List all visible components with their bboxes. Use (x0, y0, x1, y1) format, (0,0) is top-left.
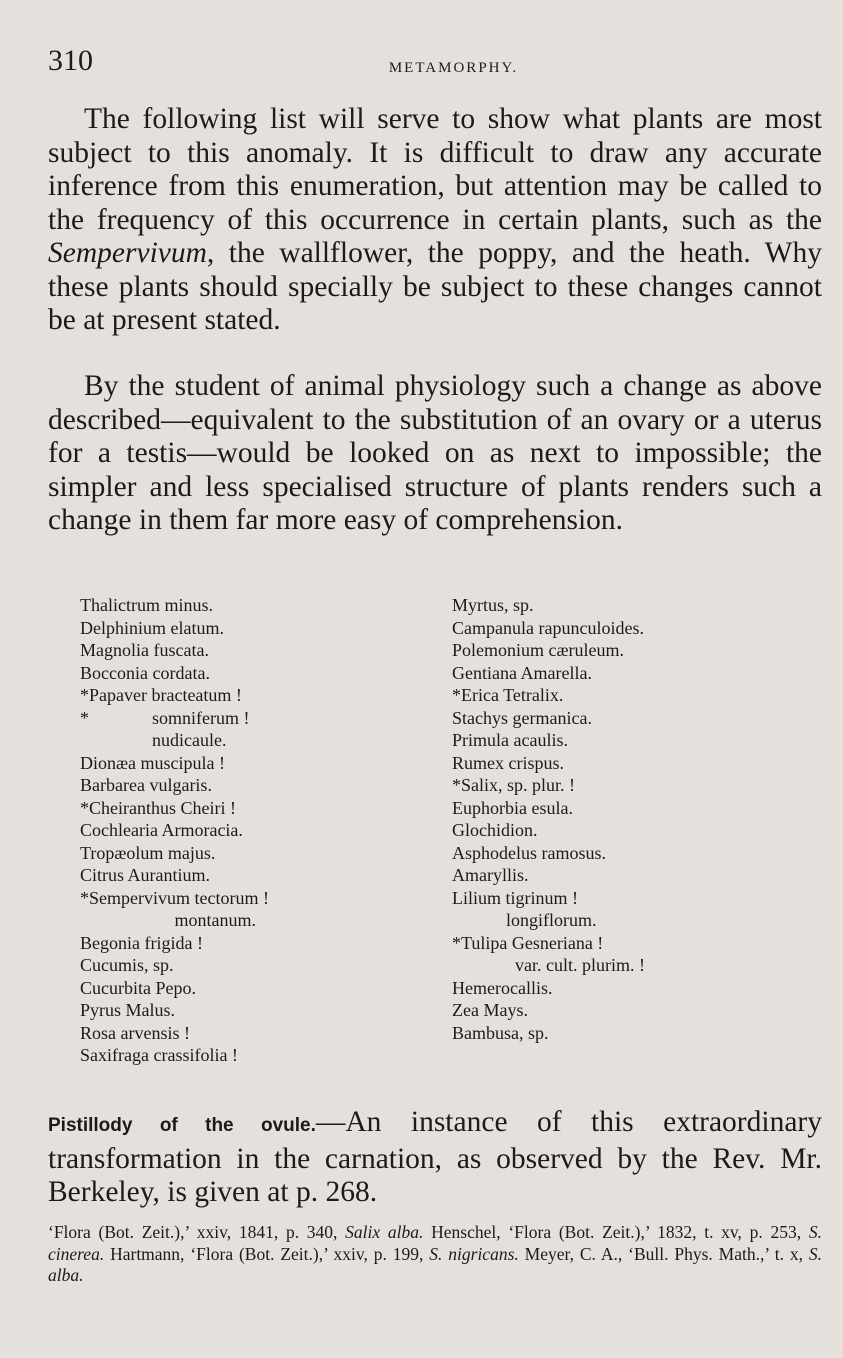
section-heading: Pistillody of the ovule. (48, 1115, 316, 1136)
plant-entry: *Papaver bracteatum ! (80, 685, 242, 705)
plant-entry: Bambusa, sp. (452, 1022, 549, 1043)
plant-entry: Bocconia cordata. (80, 662, 210, 683)
plant-entry: Rosa arvensis ! (80, 1022, 190, 1043)
plant-list-right-column (452, 594, 792, 1044)
plant-entry: longiflorum. (452, 910, 597, 930)
plant-entry: var. cult. plurim. ! (452, 955, 645, 975)
paragraph-1-italic: Sempervivum (48, 237, 207, 269)
plant-entry: Barbarea vulgaris. (80, 775, 212, 795)
footnote (48, 1222, 822, 1287)
footnote-italic-2: S. cinerea. (48, 1222, 822, 1264)
footnote-text-3: Hartmann, ‘Flora (Bot. Zeit.),’ xxiv, p. 199, (104, 1243, 430, 1264)
plant-entry: Delphinium elatum. (80, 617, 224, 638)
plant-entry: Polemonium cæruleum. (452, 640, 624, 660)
paragraph-2 (48, 370, 822, 538)
plant-entry: Saxifraga crassifolia ! (80, 1045, 238, 1065)
plant-entry: *Cheiranthus Cheiri ! (80, 797, 236, 818)
plant-list-left-column (80, 594, 420, 1067)
plant-entry: *Sempervivum tectorum ! (80, 887, 269, 908)
plant-entry: Glochidion. (452, 820, 538, 840)
plant-entry: Tropæolum majus. (80, 842, 216, 863)
plant-entry: *Tulipa Gesneriana ! (452, 932, 604, 953)
footnote-text-4: Meyer, C. A., ‘Bull. Phys. Math.,’ t. x, (518, 1243, 809, 1264)
plant-entry: Primula acaulis. (452, 730, 568, 750)
paragraph-1-text-a: The following list will serve to show what plants are most subject to this anomaly. It is difficult to draw any accurate inference from this enumeration, but attention may be called to the frequency of this occurrence in certain plants, such as the (48, 103, 822, 236)
plant-entry: Magnolia fuscata. (80, 640, 209, 660)
plant-entry: Euphorbia esula. (452, 797, 573, 818)
plant-entry: Campanula rapunculoides. (452, 617, 644, 638)
plant-entry: *Salix, sp. plur. ! (452, 775, 576, 795)
plant-entry: Amaryllis. (452, 865, 529, 885)
plant-entry: *Erica Tetralix. (452, 685, 564, 705)
plant-entry: Dionæa muscipula ! (80, 752, 225, 773)
plant-entry: Asphodelus ramosus. (452, 842, 606, 863)
footnote-text-1: ‘Flora (Bot. Zeit.),’ xxiv, 1841, p. 340, (48, 1222, 346, 1242)
plant-entry: Zea Mays. (452, 1000, 528, 1020)
pistillody-section (48, 1106, 822, 1210)
plant-entry: nudicaule. (80, 730, 227, 750)
plant-entry: Cucurbita Pepo. (80, 977, 196, 998)
section-text: —An instance of this extraordinary transformation in the carnation, as observed by the Rev. Mr. Berkeley, is given at p. 268. (48, 1106, 822, 1208)
paragraph-2-text: By the student of animal physiology such a change as above described—equivalent to the substitution of an ovary or a uterus for a testis—would be looked on as next to impossible; the simpler and less specialised structure of plants renders such a change in them far more easy of comprehension. (48, 370, 822, 536)
plant-entry: Thalictrum minus. (80, 595, 213, 615)
page-number: 310 (48, 44, 93, 77)
plant-entry: Cochlearia Armoracia. (80, 820, 243, 840)
running-head (48, 44, 819, 84)
plant-entry: Gentiana Amarella. (452, 662, 592, 683)
running-title: METAMORPHY. (388, 60, 519, 76)
plant-entry: Myrtus, sp. (452, 595, 534, 615)
paragraph-1 (48, 103, 822, 338)
plant-entry: Rumex crispus. (452, 752, 564, 773)
plant-entry: Cucumis, sp. (80, 955, 174, 975)
paragraph-1-text-b: , the wallflower, the poppy, and the heath. Why these plants should specially be subject to these changes cannot be at present stated. (48, 237, 822, 336)
footnote-italic-1: Salix alba. (345, 1222, 424, 1242)
plant-entry: Hemerocallis. (452, 977, 553, 998)
plant-entry: Pyrus Malus. (80, 1000, 176, 1020)
footnote-italic-4: S. alba. (48, 1243, 822, 1285)
footnote-text-2: Henschel, ‘Flora (Bot. Zeit.),’ 1832, t. xv, p. 253, (423, 1222, 809, 1242)
plant-entry: Stachys germanica. (452, 707, 592, 728)
footnote-italic-3: S. nigricans. (429, 1243, 519, 1264)
plant-entry: Citrus Aurantium. (80, 865, 210, 885)
plant-entry: * somniferum ! (80, 707, 250, 728)
plant-entry: Begonia frigida ! (80, 932, 203, 953)
plant-entry: Lilium tigrinum ! (452, 887, 578, 908)
plant-entry: montanum. (80, 910, 256, 930)
